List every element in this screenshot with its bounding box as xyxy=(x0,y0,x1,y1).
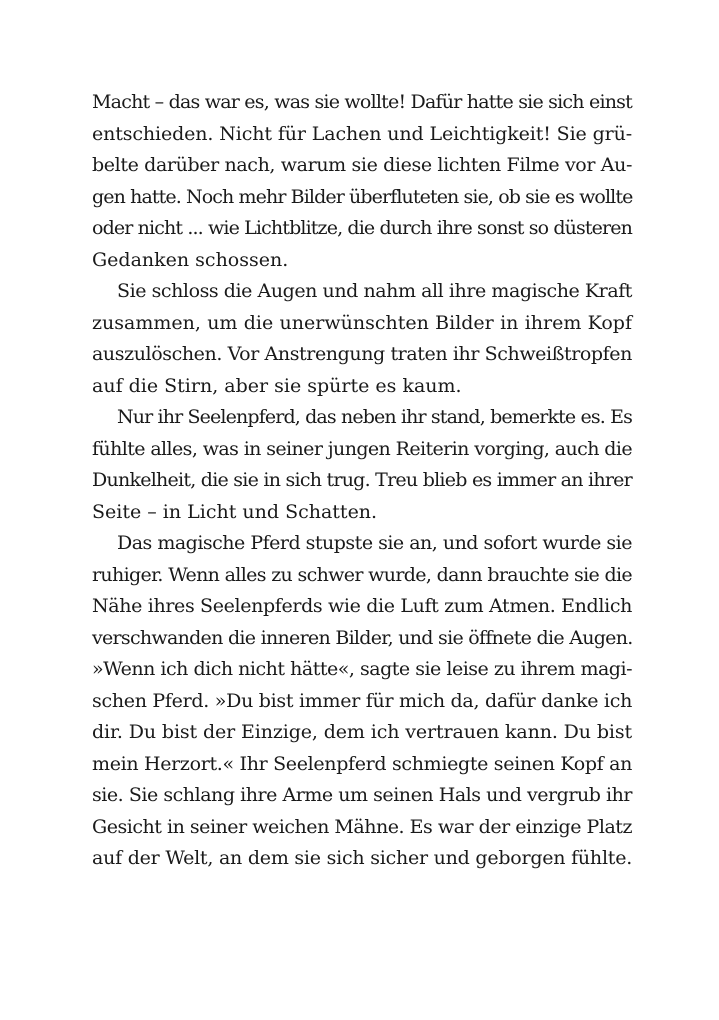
text-line: Dunkelheit, die sie in sich trug. Treu blieb es immer an ihrer xyxy=(92,469,632,491)
text-line: Nur ihr Seelenpferd, das neben ihr stand, bemerkte es. Es xyxy=(117,406,633,428)
text-line: belte darüber nach, warum sie diese lichten Filme vor Au- xyxy=(92,154,632,176)
text-line: auf der Welt, an dem sie sich sicher und geborgen fühlte. xyxy=(92,847,633,869)
text-line: Das magische Pferd stupste sie an, und sofort wurde sie xyxy=(117,532,632,554)
text-line: ruhiger. Wenn alles zu schwer wurde, dann brauchte sie die xyxy=(92,563,633,586)
text-line: sie. Sie schlang ihre Arme um seinen Hals und vergrub ihr xyxy=(92,784,632,806)
text-line: Seite – in Licht und Schatten. xyxy=(92,500,378,523)
text-line: Gedanken schossen. xyxy=(92,248,289,271)
text-line: auf die Stirn, aber sie spürte es kaum. xyxy=(92,374,462,397)
text-line: fühlte alles, was in seiner jungen Reiterin vorging, auch die xyxy=(92,437,632,460)
body-text xyxy=(92,87,632,875)
text-line: entschieden. Nicht für Lachen und Leichtigkeit! Sie grü- xyxy=(92,122,633,145)
text-line: Nähe ihres Seelenpferds wie die Luft zum Atmen. Endlich xyxy=(92,595,632,617)
text-line: »Wenn ich dich nicht hätte«, sagte sie leise zu ihrem magi- xyxy=(92,658,632,680)
text-line: auszulöschen. Vor Anstrengung traten ihr Schweißtropfen xyxy=(92,343,632,365)
text-line: Gesicht in seiner weichen Mähne. Es war der einzige Platz xyxy=(92,815,632,838)
text-line: gen hatte. Noch mehr Bilder überfluteten sie, ob sie es wollte xyxy=(92,185,633,208)
text-line: oder nicht ... wie Lichtblitze, die durch ihre sonst so düsteren xyxy=(92,217,633,239)
text-line: mein Herzort.« Ihr Seelenpferd schmiegte seinen Kopf an xyxy=(92,752,633,775)
text-line: Macht – das war es, was sie wollte! Dafür hatte sie sich einst xyxy=(92,91,632,113)
text-line: Sie schloss die Augen und nahm all ihre magische Kraft xyxy=(117,280,632,302)
text-line: verschwanden die inneren Bilder, und sie öffnete die Augen. xyxy=(92,626,633,649)
text-line: schen Pferd. »Du bist immer für mich da, dafür danke ich xyxy=(92,689,633,712)
text-line: zusammen, um die unerwünschten Bilder in ihrem Kopf xyxy=(92,311,632,334)
text-line: dir. Du bist der Einzige, dem ich vertrauen kann. Du bist xyxy=(92,721,633,743)
